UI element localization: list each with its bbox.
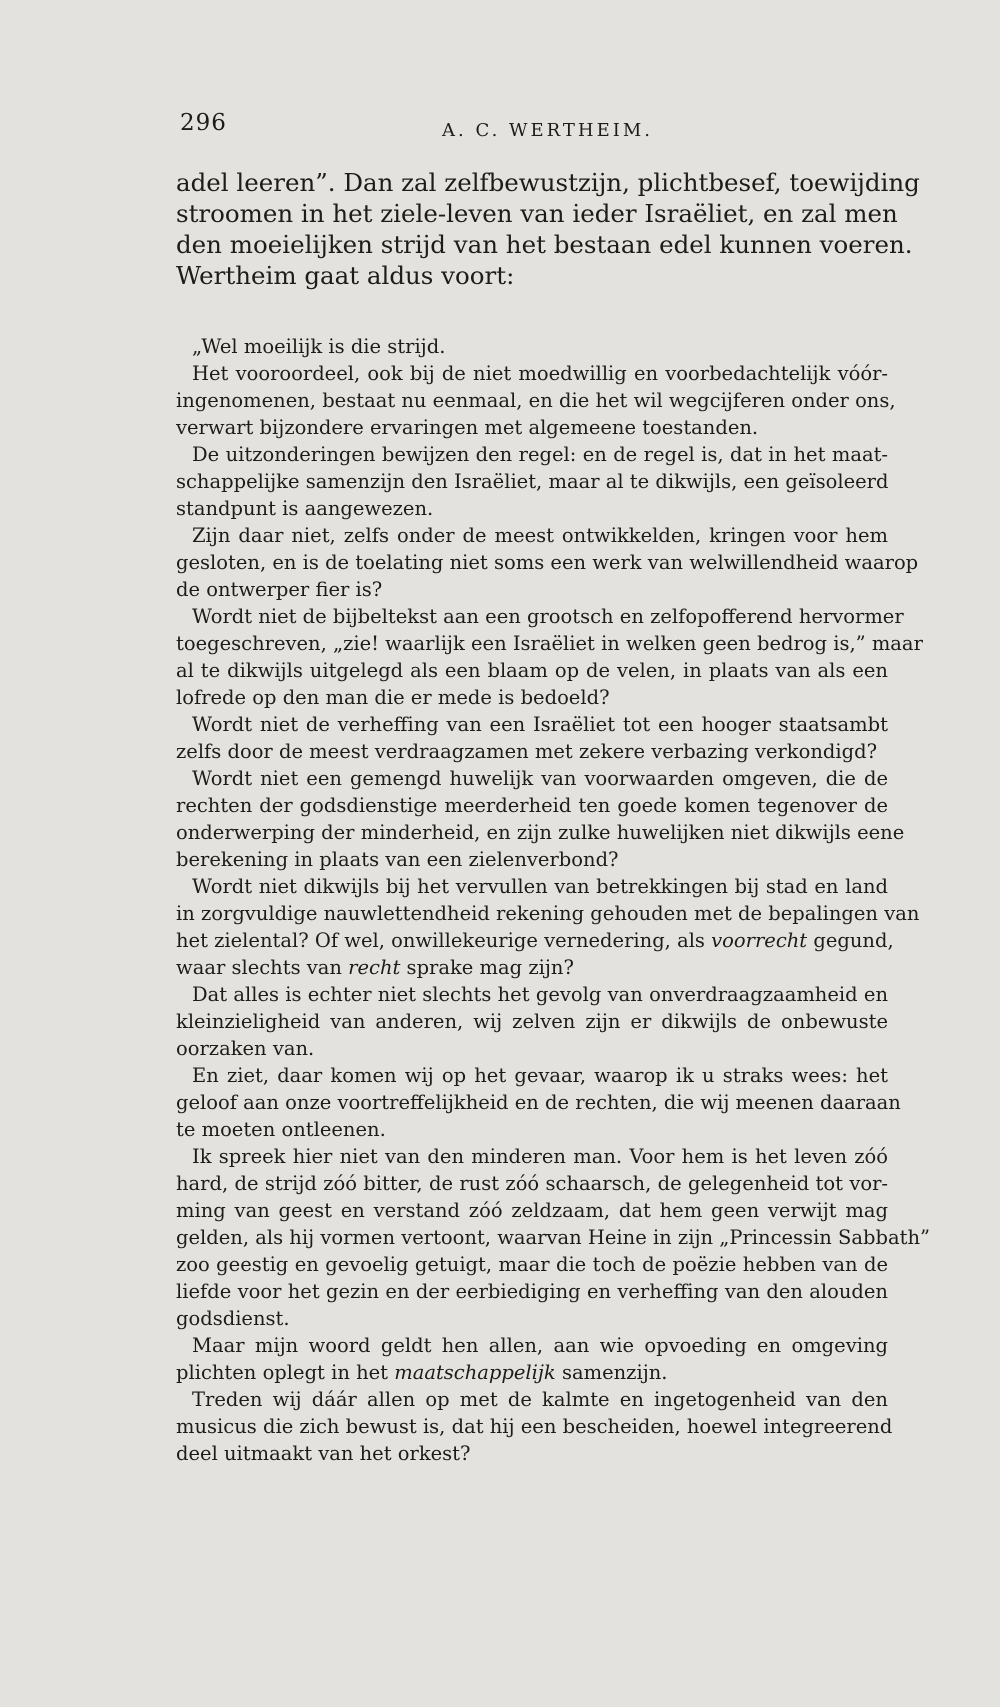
text-line: Wordt niet een gemengd huwelijk van voorwaarden omgeven, die de [192, 767, 888, 790]
text-line: de ontwerper fier is? [176, 578, 383, 601]
text-line: En ziet, daar komen wij op het gevaar, waarop ik u straks wees: het [192, 1064, 888, 1087]
text-line: Dat alles is echter niet slechts het gevolg van onverdraagzaamheid en [192, 983, 888, 1006]
text-line: gelden, als hij vormen vertoont, waarvan Heine in zijn „Princessin Sabbath” [176, 1226, 930, 1249]
quote-paragraph [176, 522, 919, 603]
text-line: liefde voor het gezin en der eerbiediging en verheffing van den alouden [176, 1280, 888, 1303]
quote-paragraph [176, 1062, 901, 1143]
text-line: Het vooroordeel, ook bij de niet moedwillig en voorbedachtelijk vóór- [192, 362, 888, 385]
text-line: Zijn daar niet, zelfs onder de meest ontwikkelden, kringen voor hem [192, 524, 888, 547]
quote-paragraph [176, 873, 920, 981]
quote-paragraph [176, 711, 888, 765]
text-line: Wordt niet dikwijls bij het vervullen van betrekkingen bij stad en land [192, 875, 888, 898]
quote-paragraph [176, 1386, 893, 1467]
quote-paragraph [176, 1143, 930, 1332]
text-line: den moeielijken strijd van het bestaan edel kunnen voeren. [176, 230, 913, 259]
quote-paragraph [176, 1332, 888, 1386]
text-line: het zielental? Of wel, onwillekeurige vernedering, als voorrecht gegund, [176, 929, 894, 952]
page-header [180, 110, 900, 150]
text-line: lofrede op den man die er mede is bedoeld? [176, 686, 610, 709]
quote-paragraph [176, 981, 888, 1062]
intro-paragraph [176, 167, 920, 291]
text-line: onderwerping der minderheid, en zijn zulke huwelijken niet dikwijls eene [176, 821, 905, 844]
text-line: Wordt niet de bijbeltekst aan een grootsch en zelfopofferend hervormer [192, 605, 904, 628]
text-line: adel leeren”. Dan zal zelfbewustzijn, plichtbesef, toewijding [176, 168, 920, 197]
text-line: geloof aan onze voortreffelijkheid en de rechten, die wij meenen daaraan [176, 1091, 901, 1114]
page-number: 296 [180, 110, 227, 136]
quote-paragraph [176, 441, 888, 522]
page-body [176, 167, 930, 1467]
text-line: Treden wij dáár allen op met de kalmte en ingetogenheid van den [192, 1388, 888, 1411]
quote-paragraph [176, 765, 905, 873]
text-line: plichten oplegt in het maatschappelijk samenzijn. [176, 1361, 668, 1384]
text-line: hard, de strijd zóó bitter, de rust zóó schaarsch, de gelegenheid tot vor- [176, 1172, 888, 1195]
text-line: stroomen in het ziele-leven van ieder Israëliet, en zal men [176, 199, 898, 228]
text-line: verwart bijzondere ervaringen met algemeene toestanden. [176, 416, 759, 439]
text-line: toegeschreven, „zie! waarlijk een Israëliet in welken geen bedrog is,” maar [176, 632, 923, 655]
text-line: oorzaken van. [176, 1037, 315, 1060]
text-line: rechten der godsdienstige meerderheid ten goede komen tegenover de [176, 794, 888, 817]
text-line: zoo geestig en gevoelig getuigt, maar die toch de poëzie hebben van de [176, 1253, 888, 1276]
quote-paragraph [176, 603, 923, 711]
quote-opening: „Wel moeilijk is die strijd. [192, 335, 446, 358]
quote-block [176, 333, 930, 1467]
text-line: musicus die zich bewust is, dat hij een bescheiden, hoewel integreerend [176, 1415, 893, 1438]
text-line: al te dikwijls uitgelegd als een blaam op de velen, in plaats van als een [176, 659, 888, 682]
text-line: ingenomenen, bestaat nu eenmaal, en die het wil wegcijferen onder ons, [176, 389, 896, 412]
text-line: kleinzieligheid van anderen, wij zelven zijn er dikwijls de onbewuste [176, 1010, 888, 1033]
text-line: ming van geest en verstand zóó zeldzaam, dat hem geen verwijt mag [176, 1199, 888, 1222]
text-line: te moeten ontleenen. [176, 1118, 386, 1141]
text-line: Wertheim gaat aldus voort: [176, 261, 515, 290]
running-title: A. C. WERTHEIM. [442, 120, 653, 141]
quote-paragraphs [176, 360, 930, 1467]
text-line: De uitzonderingen bewijzen den regel: en de regel is, dat in het maat- [192, 443, 888, 466]
text-line: Ik spreek hier niet van den minderen man. Voor hem is het leven zóó [192, 1145, 888, 1168]
text-line: berekening in plaats van een zielenverbond? [176, 848, 619, 871]
text-line: standpunt is aangewezen. [176, 497, 434, 520]
text-line: Maar mijn woord geldt hen allen, aan wie opvoeding en omgeving [192, 1334, 888, 1357]
text-line: deel uitmaakt van het orkest? [176, 1442, 471, 1465]
text-line: gesloten, en is de toelating niet soms een werk van welwillendheid waarop [176, 551, 919, 574]
quote-paragraph [176, 360, 896, 441]
text-line: godsdienst. [176, 1307, 290, 1330]
text-line: schappelijke samenzijn den Israëliet, maar al te dikwijls, een geïsoleerd [176, 470, 889, 493]
text-line: in zorgvuldige nauwlettendheid rekening gehouden met de bepalingen van [176, 902, 920, 925]
text-line: zelfs door de meest verdraagzamen met zekere verbazing verkondigd? [176, 740, 878, 763]
text-line: Wordt niet de verheffing van een Israëliet tot een hooger staatsambt [192, 713, 888, 736]
text-line: waar slechts van recht sprake mag zijn? [176, 956, 574, 979]
